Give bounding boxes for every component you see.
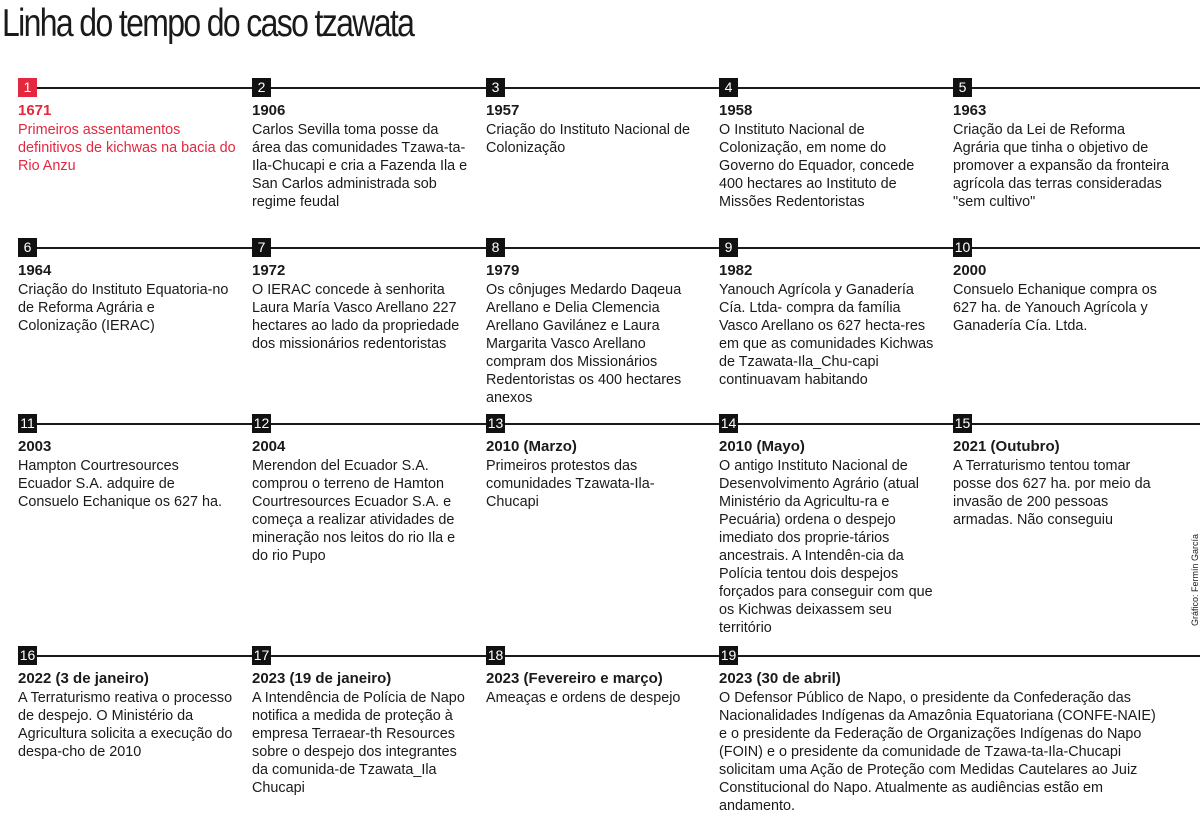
event-description: Criação do Instituto Nacional de Colonização [486, 122, 690, 156]
event-description: Criação da Lei de Reforma Agrária que tinha o objetivo de promover a expansão da fronteira agrícola das terras consideradas "sem cultivo" [953, 122, 1169, 210]
event-description: Primeiros assentamentos definitivos de kichwas na bacia do Rio Anzu [18, 122, 236, 174]
event-number-badge: 6 [18, 238, 37, 257]
event-description: A Terraturismo reativa o processo de despejo. O Ministério da Agricultura solicita a execução do despa-cho de 2010 [18, 690, 233, 760]
event-number-badge: 4 [719, 78, 738, 97]
event-number-badge: 18 [487, 647, 504, 663]
event-year: 1957 [486, 102, 520, 119]
event-description: O antigo Instituto Nacional de Desenvolvimento Agrário (atual Ministério da Agricultu-ra e Pecuária) ordena o despejo imediato dos proprie-tários ancestrais. A Intendên-cia da Polícia tentou dois despejos forçados para conseguir com que os Kichwas deixassem seu território [719, 458, 933, 636]
event-number-badge: 1 [18, 78, 37, 97]
event-description: A Intendência de Polícia de Napo notifica a medida de proteção à empresa Terraear-th Resources sobre o despejo dos integrantes da comunida-de Tzawata_Ila Chucapi [252, 690, 465, 796]
event-year: 2023 (Fevereiro e março) [486, 670, 663, 687]
event-number-badge: 9 [719, 238, 738, 257]
event-description: Consuelo Echanique compra os 627 ha. de Yanouch Agrícola y Ganadería Cía. Ltda. [953, 282, 1157, 334]
event-year: 1972 [252, 262, 286, 279]
event-number-badge: 5 [953, 78, 972, 97]
event-number-badge: 3 [486, 78, 505, 97]
event-description: O Defensor Público de Napo, o presidente da Confederação das Nacionalidades Indígenas da Amazônia Equatoriana (CONFE-NAIE) e o presidente da Federação de Organizações Indígenas do Napo (FOIN) e o presidente da comunidade de Tzawa-ta-Ila-Chucapi solicitam uma Ação de Proteção com Medidas Cautelares ao Juiz Constitucional do Napo. Atualmente as audiências estão em andamento. [719, 690, 1156, 814]
event-year: 1963 [953, 102, 987, 119]
event-description: O IERAC concede à senhorita Laura María Vasco Arellano 227 hectares ao lado da propriedade dos missionários redentoristas [252, 282, 460, 352]
event-number-badge: 10 [954, 239, 971, 255]
event-year: 2010 (Marzo) [486, 438, 577, 455]
event-description: Os cônjuges Medardo Daqeua Arellano e Delia Clemencia Arellano Gavilánez e Laura Margarita Vasco Arellano compram dos Missionários Redentoristas os 400 hectares anexos [486, 282, 682, 406]
event-year: 2023 (30 de abril) [719, 670, 841, 687]
event-year: 1906 [252, 102, 286, 119]
event-year: 2010 (Mayo) [719, 438, 805, 455]
timeline-rule [18, 247, 1200, 249]
event-number-badge: 15 [954, 415, 971, 431]
event-year: 1958 [719, 102, 753, 119]
event-year: 2000 [953, 262, 987, 279]
event-number-badge: 8 [486, 238, 505, 257]
chart-credit: Gráfico: Fermín García [1190, 533, 1200, 627]
event-number-badge: 17 [253, 647, 270, 663]
event-number-badge: 13 [487, 415, 504, 431]
event-year: 1979 [486, 262, 520, 279]
event-description: Merendon del Ecuador S.A. comprou o terreno de Hamton Courtresources Ecuador S.A. e começa a realizar atividades de mineração nos leitos do rio Ila e do rio Pupo [252, 458, 456, 564]
event-description: Hampton Courtresources Ecuador S.A. adquire de Consuelo Echanique os 627 ha. [18, 458, 223, 510]
event-year: 1964 [18, 262, 52, 279]
event-description: Primeiros protestos das comunidades Tzawata-Ila-Chucapi [486, 458, 655, 510]
event-description: Carlos Sevilla toma posse da área das comunidades Tzawa-ta-Ila-Chucapi e cria a Fazenda Ila e San Carlos administrada sob regime feudal [252, 122, 468, 210]
event-description: O Instituto Nacional de Colonização, em nome do Governo do Equador, concede 400 hectares ao Instituto de Missões Redentoristas [719, 122, 915, 210]
event-year: 1982 [719, 262, 753, 279]
event-number-badge: 16 [19, 647, 36, 663]
event-year: 2003 [18, 438, 52, 455]
event-year: 2022 (3 de janeiro) [18, 670, 149, 687]
event-description: A Terraturismo tentou tomar posse dos 627 ha. por meio da invasão de 200 pessoas armadas. Não conseguiu [953, 458, 1151, 528]
event-year: 2021 (Outubro) [953, 438, 1060, 455]
event-description: Criação do Instituto Equatoria-no de Reforma Agrária e Colonização (IERAC) [18, 282, 229, 334]
timeline-rule [18, 423, 1200, 425]
timeline-rule [18, 87, 1200, 89]
event-number-badge: 2 [252, 78, 271, 97]
event-number-badge: 14 [720, 415, 737, 431]
event-description: Ameaças e ordens de despejo [486, 690, 681, 706]
event-number-badge: 11 [18, 414, 37, 433]
event-year: 2023 (19 de janeiro) [252, 670, 392, 687]
event-number-badge: 12 [253, 415, 270, 431]
timeline-rule [18, 655, 1200, 657]
event-number-badge: 7 [252, 238, 271, 257]
event-number-badge: 19 [720, 647, 737, 663]
event-year: 2004 [252, 438, 286, 455]
event-year: 1671 [18, 102, 52, 119]
event-description: Yanouch Agrícola y Ganadería Cía. Ltda- compra da família Vasco Arellano os 627 hecta-res em que as comunidades Kichwas de Tzawata-Ila_Chu-capi continuavam habitando [719, 282, 934, 388]
page-title: Linha do tempo do caso tzawata [2, 2, 414, 45]
